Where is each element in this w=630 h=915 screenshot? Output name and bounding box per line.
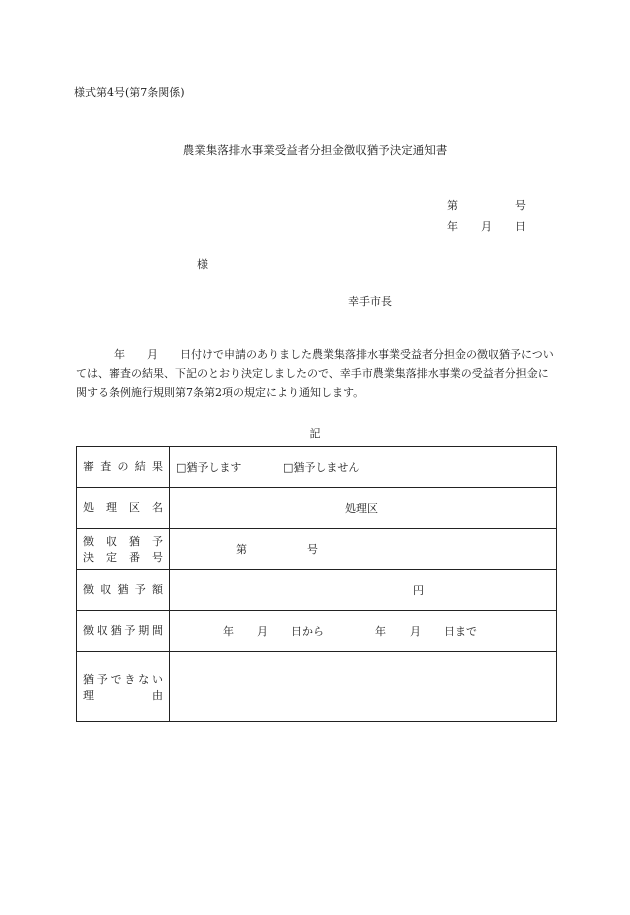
row-deferral-period [77,611,557,652]
decision-go: 号 [307,543,318,556]
row-review-result [77,447,557,488]
decision-table [76,446,557,722]
reference-dai: 第 [447,199,458,212]
notice-body: 年 月 日付けで申請のありました農業集落排水事業受益者分担金の徴収猶予については、審査の結果、下記のとおり決定しましたので、幸手市農業集落排水事業の受益者分担金に関する条例施行規則第7条第2項の規定により通知します。 [76,348,554,399]
row-treatment-area [77,488,557,529]
form-number: 様式第4号(第7条関係) [74,86,185,99]
from-year: 年 [223,625,234,638]
issuer-name: 幸手市長 [348,295,392,308]
recipient-suffix: 様 [197,258,208,271]
to-month: 月 [410,625,421,638]
label-decision-number: 徴 収 猶 予 決 定 番 号 [77,529,170,570]
decision-dai: 第 [236,543,247,556]
value-deferral-period [170,611,557,652]
row-non-deferral-reason [77,652,557,722]
label-treatment-area: 処 理 区 名 [77,488,170,529]
date-year: 年 [447,220,458,233]
option-not-defer[interactable]: □猶予しません [283,461,360,474]
from-month: 月 [257,625,268,638]
row-deferral-amount [77,570,557,611]
value-review-result [170,447,557,488]
label-non-deferral-reason: 猶 予 で き な い 理 由 [77,652,170,722]
option-defer[interactable]: □猶予します [176,461,242,474]
value-non-deferral-reason [170,652,557,722]
from-day: 日から [291,625,324,638]
label-deferral-amount: 徴 収 猶 予 額 [77,570,170,611]
treatment-area-suffix: 処理区 [345,502,378,515]
label-deferral-period: 徴 収 猶 予 期 間 [77,611,170,652]
row-decision-number [77,529,557,570]
ki-heading: 記 [309,427,321,440]
date-month: 月 [481,220,492,233]
yen-unit: 円 [413,584,424,597]
to-year: 年 [375,625,386,638]
to-day: 日まで [444,625,477,638]
value-decision-number [170,529,557,570]
reference-go: 号 [515,199,526,212]
document-title: 農業集落排水事業受益者分担金徴収猶予決定通知書 [182,143,448,157]
label-review-result: 審 査 の 結 果 [77,447,170,488]
value-deferral-amount [170,570,557,611]
value-treatment-area [170,488,557,529]
date-day: 日 [515,220,526,233]
